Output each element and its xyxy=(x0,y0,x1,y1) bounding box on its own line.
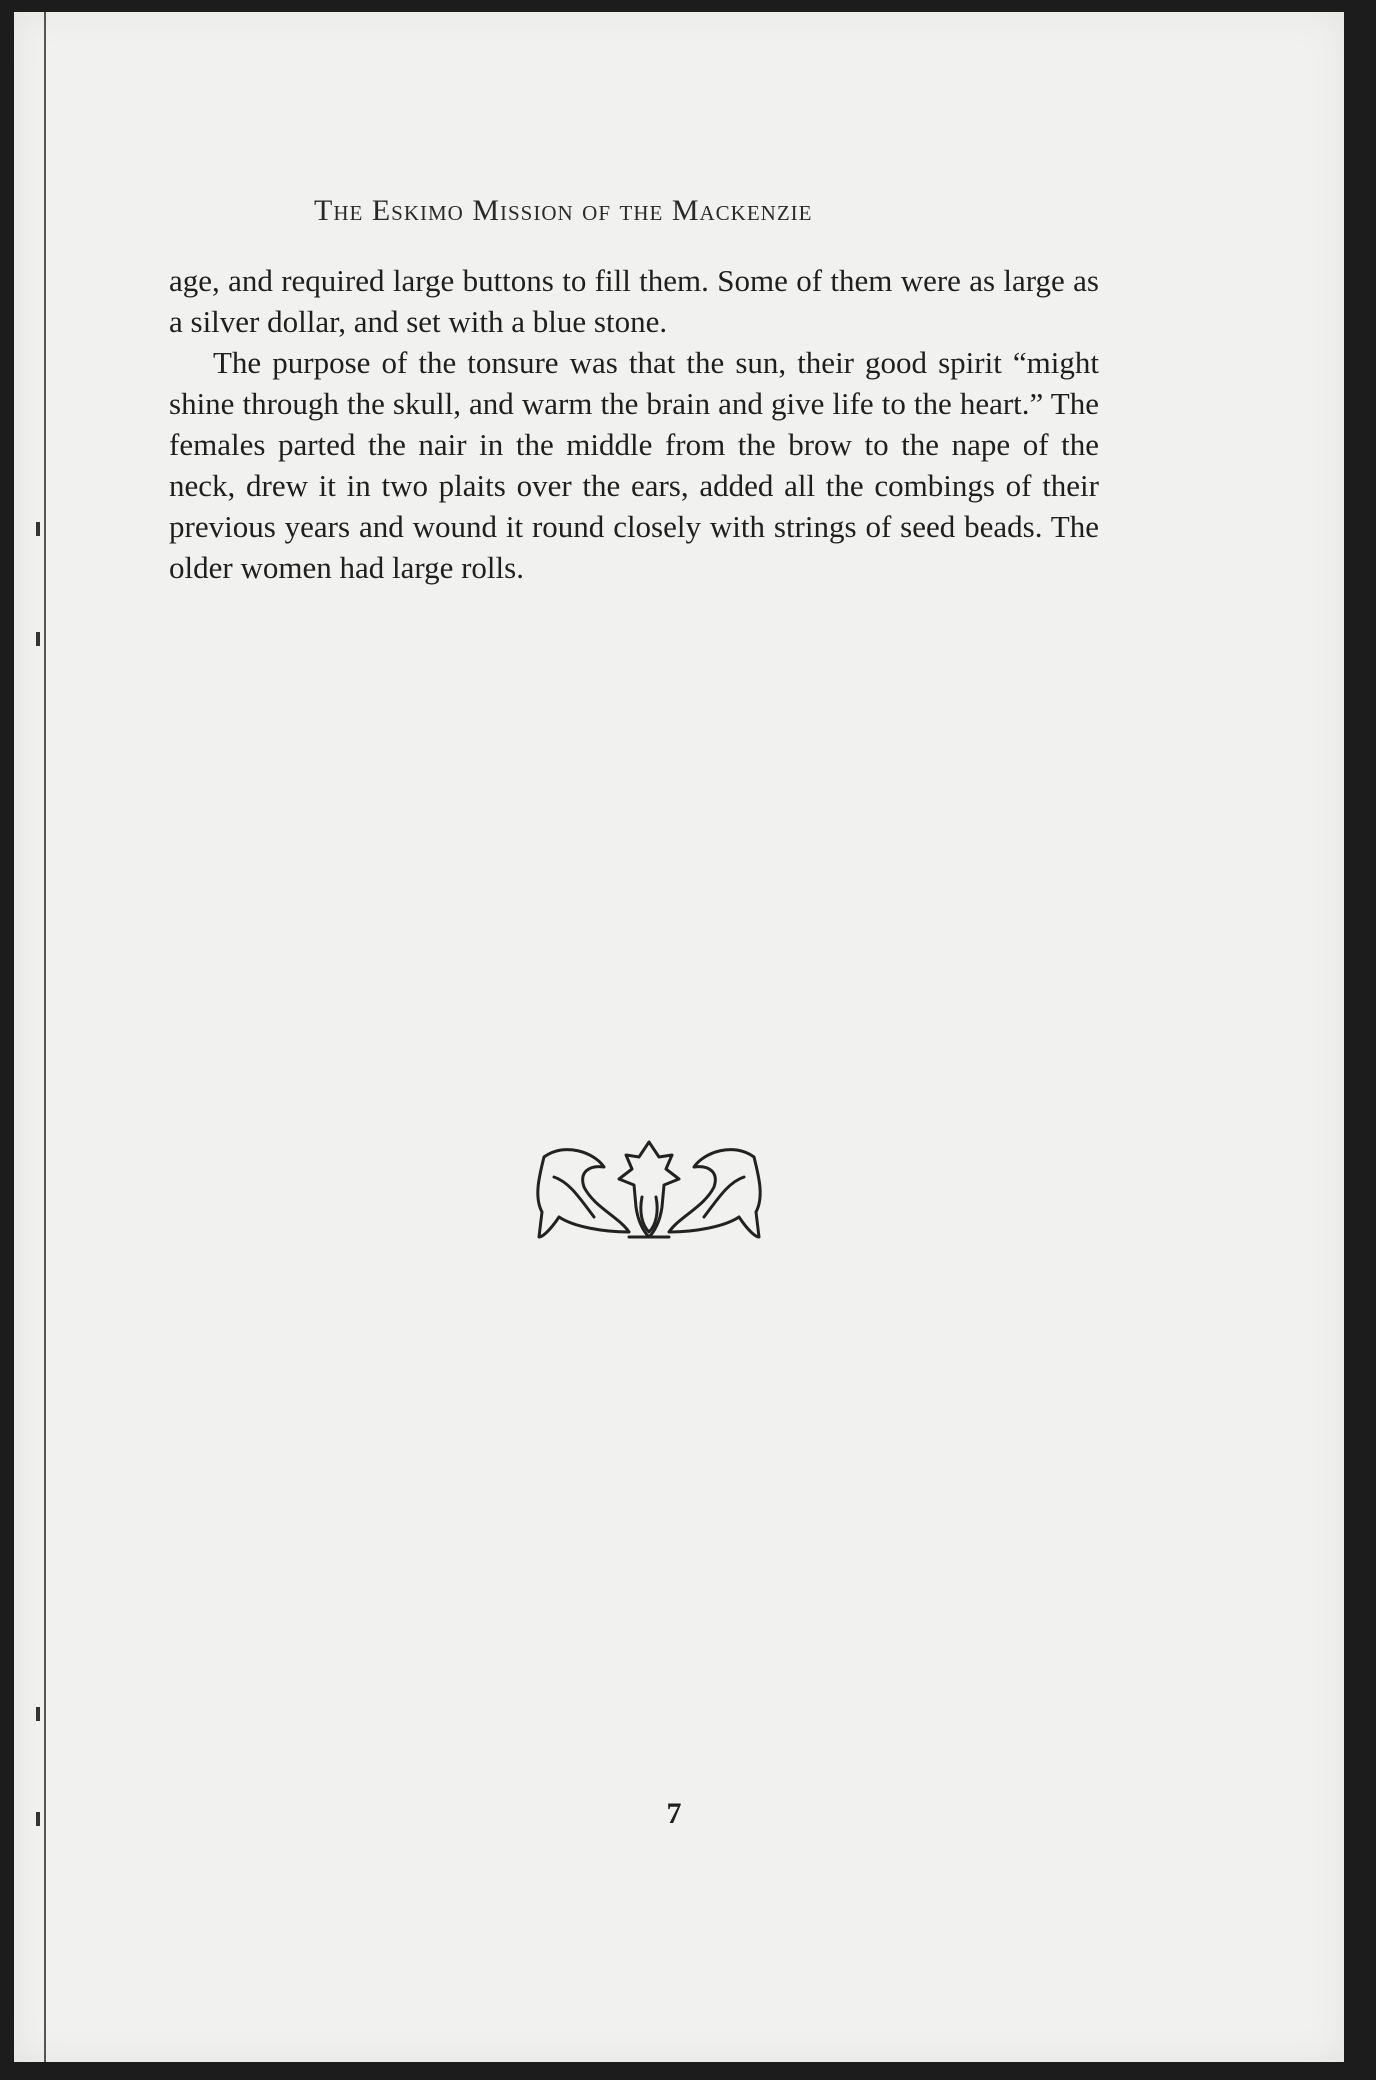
running-head: The Eskimo Mission of the Mackenzie xyxy=(314,194,813,227)
book-page xyxy=(14,12,1344,2062)
gutter-mark xyxy=(36,632,56,646)
gutter-edge xyxy=(44,12,46,2062)
gutter-mark xyxy=(36,522,56,536)
page-number: 7 xyxy=(666,1797,682,1830)
floral-ornament-icon xyxy=(534,1137,764,1247)
body-text xyxy=(169,260,1099,588)
paragraph: The purpose of the tonsure was that the sun, their good spirit “might shine through the skull, and warm the brain and give life to the heart.” The females parted the nair in the middle from the brow to the nape of the neck, drew it in two plaits over the ears, added all the combings of their previous years and wound it round closely with strings of seed beads. The older women had large rolls. xyxy=(169,345,1099,585)
gutter-mark xyxy=(36,1707,56,1721)
paragraph: age, and required large buttons to fill them. Some of them were as large as a silver dollar, and set with a blue stone. xyxy=(169,263,1099,339)
gutter-mark xyxy=(36,1812,56,1826)
